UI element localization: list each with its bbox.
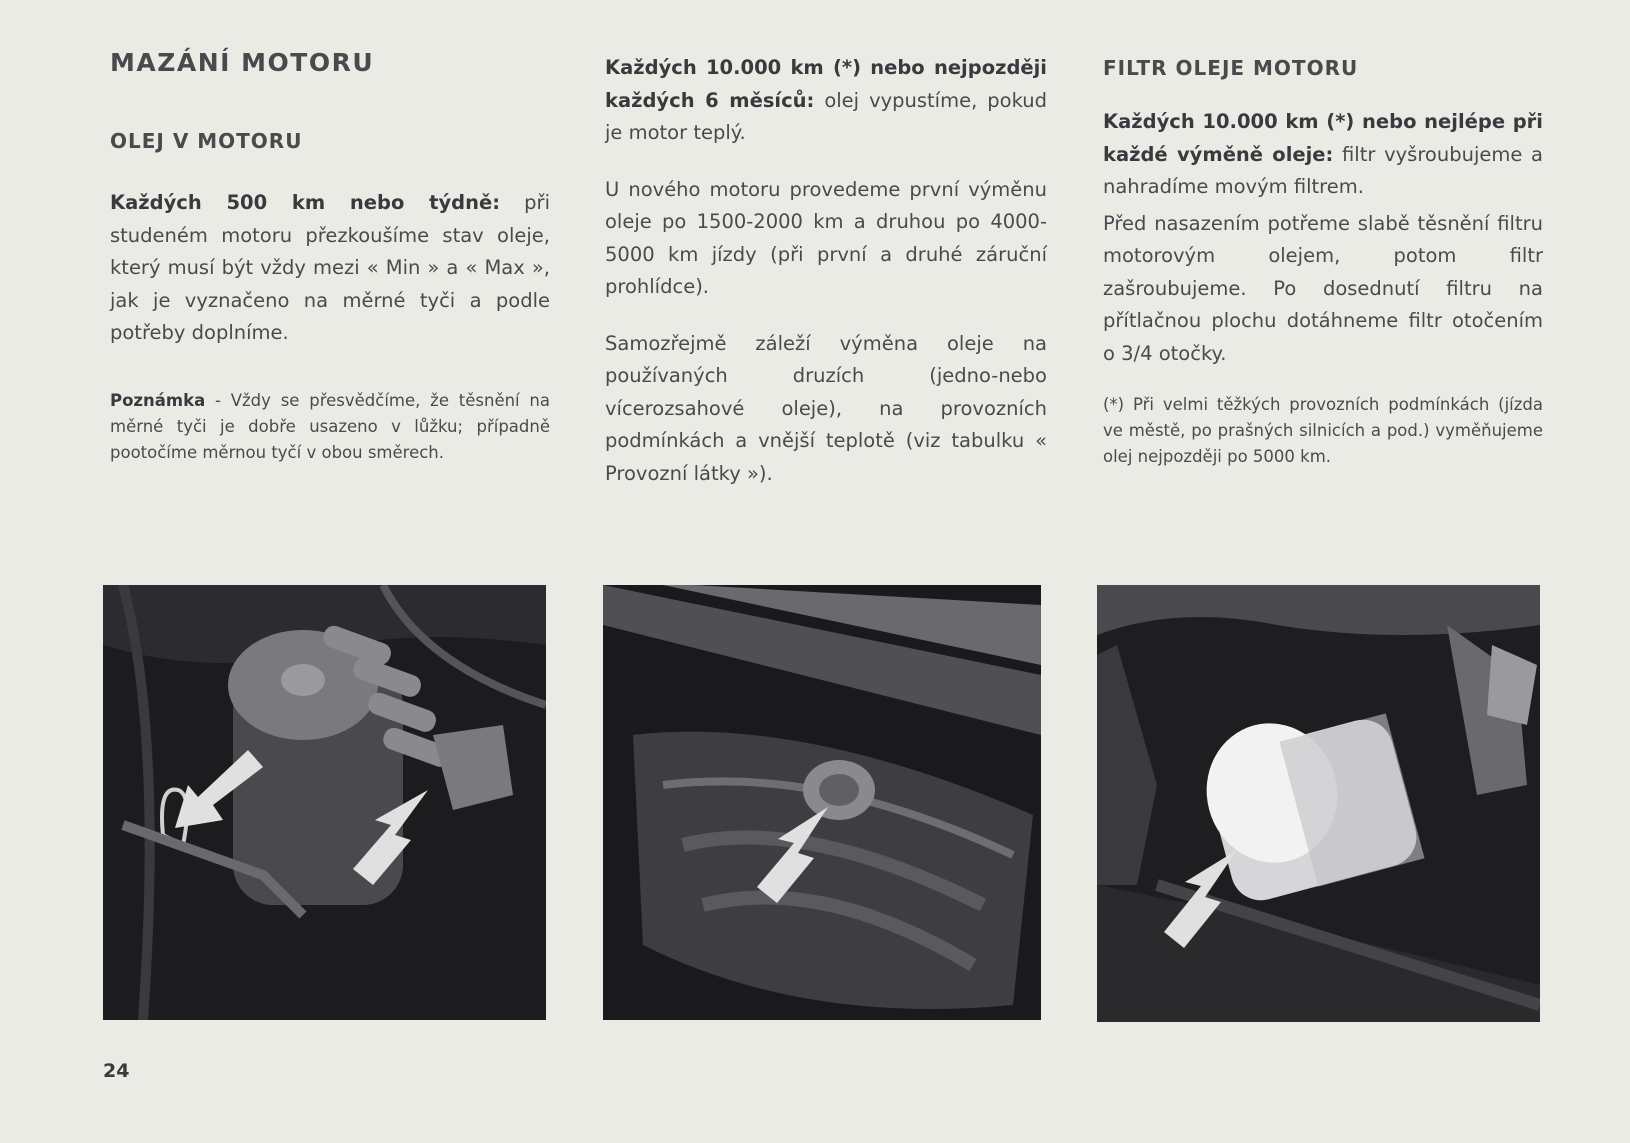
footnote: (*) Při velmi těžkých provozních podmínkách (jízda ve městě, po prašných silnicích a pod.) vyměňujeme olej nejpozději po 5000 km. — [1103, 395, 1543, 466]
photo-drain-plug-illustration — [603, 585, 1041, 1020]
note-label: Poznámka — [110, 390, 206, 410]
oil-check-interval: Každých 500 km nebo týdně: — [110, 191, 501, 214]
new-engine-paragraph: U nového motoru provedeme první výměnu oleje po 1500-2000 km a druhou po 4000-5000 km jízdy (při první a druhé záruční prohlídce). — [605, 177, 1047, 298]
photo-oil-filter — [1097, 585, 1540, 1022]
oil-change-interval: Každých 10.000 km (*) nebo nejpozději každých 6 měsíců: — [605, 56, 1047, 112]
filter-section-title: FILTR OLEJE MOTORU — [1103, 56, 1359, 80]
filter-interval: Každých 10.000 km (*) nebo nejlépe při každé výměně oleje: — [1103, 110, 1543, 166]
oil-type-paragraph: Samozřejmě záleží výměna oleje na používaných druzích (jedno-nebo vícerozsahové oleje), na provozních podmínkách a vnější teplotě (viz tabulku « Provozní látky »). — [605, 331, 1047, 485]
note-paragraph — [110, 388, 550, 466]
column-oil-change — [605, 48, 1047, 490]
page-number: 24 — [103, 1060, 130, 1082]
filter-interval-paragraph — [1103, 106, 1543, 204]
note-text: - Vždy se přesvědčíme, že těsnění na měrné tyči je dobře usazeno v lůžku; případně pootočíme měrnou tyčí v obou směrech. — [110, 390, 550, 462]
oil-change-text: olej vypustíme, pokud je motor teplý. — [605, 88, 1048, 144]
oil-check-text: při studeném motoru přezkoušíme stav oleje, který musí být vždy mezi « Min » a « Max », jak je vyznačeno na měrné tyči a podle potřeby doplníme. — [110, 191, 550, 344]
photo-oil-filter-illustration — [1097, 585, 1540, 1022]
oil-check-paragraph — [110, 187, 550, 350]
photo-dipstick — [103, 585, 546, 1020]
oil-change-paragraph — [605, 52, 1047, 150]
column-oil-filter — [1103, 48, 1543, 470]
filter-interval-text: filtr vyšroubujeme a nahradíme movým filtrem. — [1103, 142, 1543, 198]
photo-drain-plug — [603, 585, 1041, 1020]
photo-dipstick-illustration — [103, 585, 546, 1020]
filter-install-paragraph: Před nasazením potřeme slabě těsnění filtru motorovým olejem, potom filtr zašroubujeme. Po dosednutí filtru na přítlačnou plochu dotáhneme filtr otočením o 3/4 otočky. — [1103, 211, 1543, 365]
section-subtitle: OLEJ V MOTORU — [110, 129, 303, 153]
section-title: MAZÁNÍ MOTORU — [110, 48, 375, 77]
column-engine-lubrication — [110, 48, 550, 466]
